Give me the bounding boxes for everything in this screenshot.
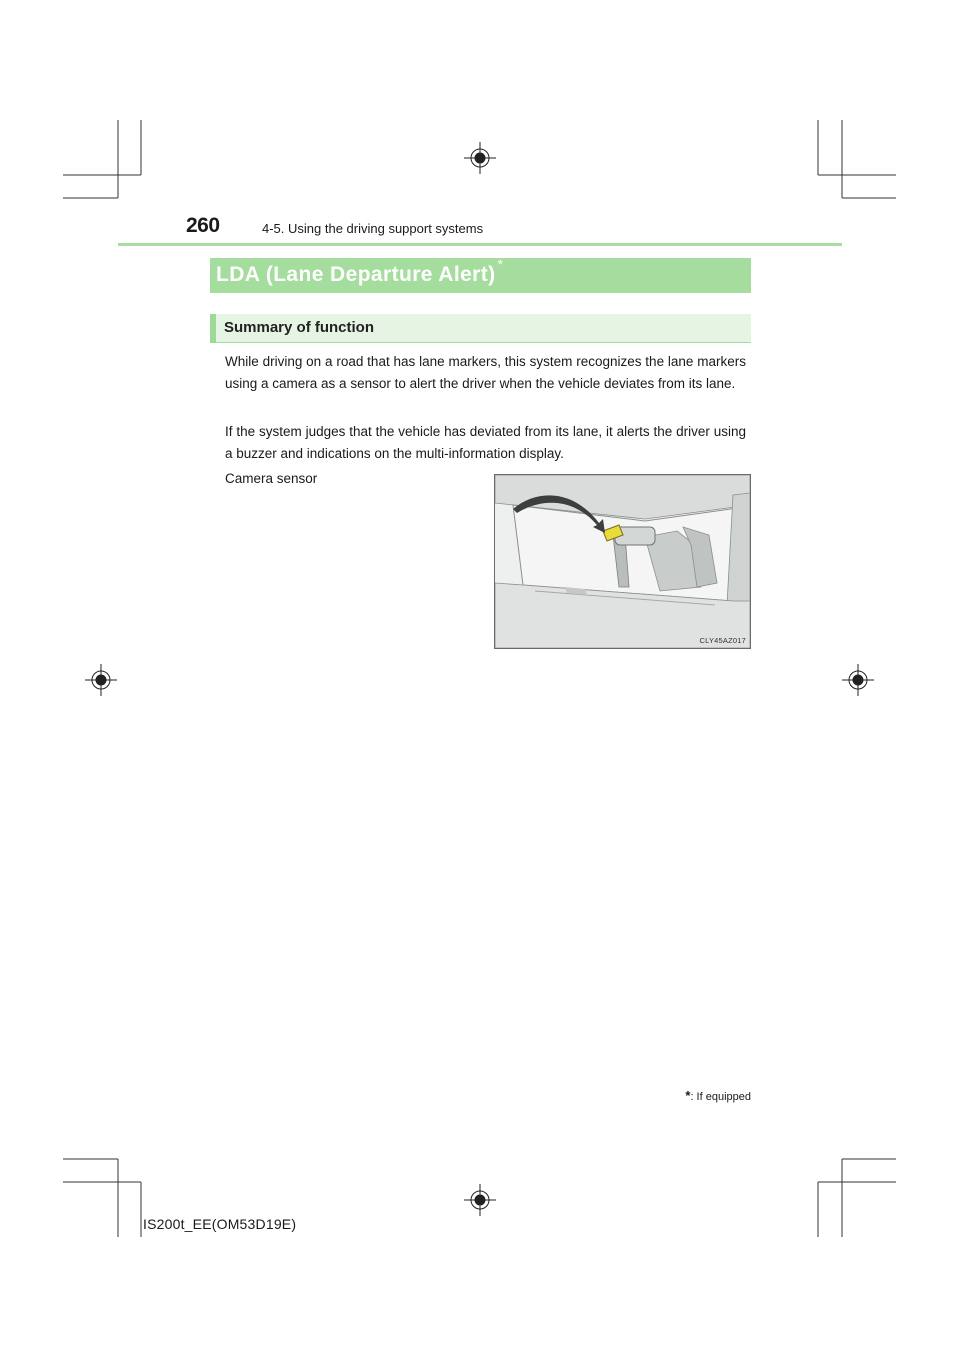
footnote-star: *	[685, 1088, 691, 1103]
camera-sensor-illustration	[494, 474, 751, 649]
page-title	[216, 256, 504, 287]
document-code: IS200t_EE(OM53D19E)	[143, 1216, 297, 1232]
footnote	[598, 1088, 751, 1103]
windshield-drawing	[495, 475, 750, 648]
page-number: 260	[186, 214, 220, 237]
section-label: 4-5. Using the driving support systems	[262, 221, 484, 236]
subsection-accent-bar	[210, 314, 216, 343]
body-paragraph: While driving on a road that has lane markers, this system recognizes the lane markers using a camera as a sensor to alert the driver when the vehicle deviates from its lane.	[225, 354, 746, 391]
figure-caption: Camera sensor	[225, 471, 318, 486]
page-title-text: LDA (Lane Departure Alert)	[216, 263, 496, 286]
header-rule	[118, 243, 842, 246]
subsection-title: Summary of function	[224, 319, 375, 336]
figure-code: CLY45AZ017	[699, 636, 746, 645]
footnote-marker: *	[497, 256, 504, 272]
footnote-text: : If equipped	[690, 1091, 751, 1103]
body-paragraph: If the system judges that the vehicle has deviated from its lane, it alerts the driver using a buzzer and indications on the multi-information display.	[225, 424, 746, 461]
